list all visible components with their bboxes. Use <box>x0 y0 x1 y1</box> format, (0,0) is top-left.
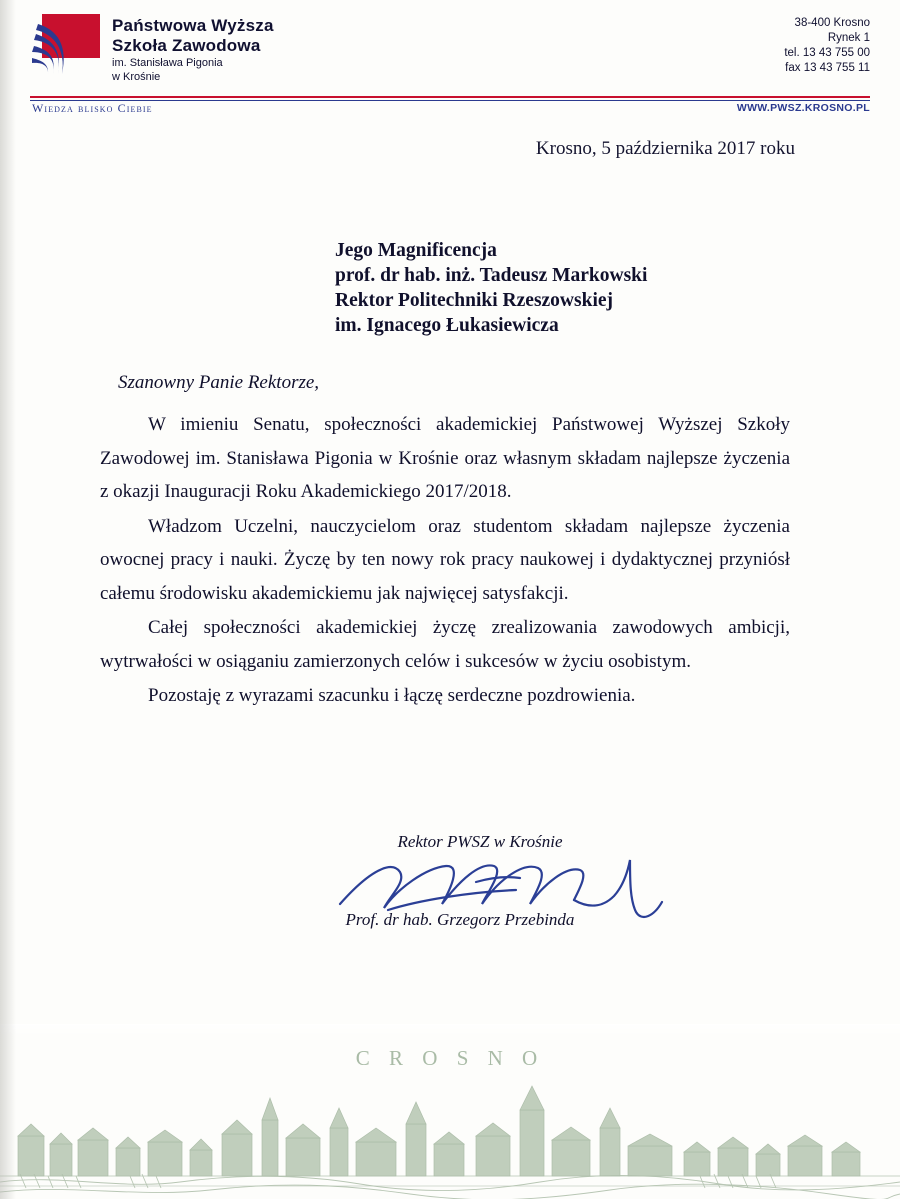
salutation: Szanowny Panie Rektorze, <box>118 372 320 393</box>
contact-postcode-city: 38-400 Krosno <box>794 17 870 29</box>
institution-city: w Krośnie <box>112 71 161 83</box>
letterhead <box>30 14 870 106</box>
institution-patron: im. Stanisława Pigonia <box>112 57 223 69</box>
letterhead-divider <box>30 96 870 114</box>
letter-paragraph-4: Pozostaję z wyrazami szacunku i łączę serdeczne pozdrowienia. <box>148 685 636 706</box>
contact-block <box>784 16 870 76</box>
addressee-block <box>335 238 647 338</box>
institution-logo <box>30 14 102 80</box>
contact-telephone: tel. 13 43 755 00 <box>784 47 870 59</box>
logo-swoosh-icon <box>32 20 76 78</box>
addressee-line-4: im. Ignacego Łukasiewicza <box>335 315 559 336</box>
letter-paragraph-2: Władzom Uczelni, nauczycielom oraz studentom składam najlepsze życzenia owocnej pracy i nauki. Życzę by ten nowy rok pracy naukowej i dydaktycznej przyniósł całemu środowisku akademickiemu jak najwięcej satysfakcji. <box>100 515 790 604</box>
scan-edge-shadow <box>0 0 16 1199</box>
contact-fax: fax 13 43 755 11 <box>785 62 870 74</box>
divider-red-line <box>30 96 870 98</box>
addressee-line-1: Jego Magnificencja <box>335 240 497 261</box>
footer-city-label: C R O S N O <box>355 1046 545 1070</box>
letter-paragraph-3: Całej społeczności akademickiej życzę zrealizowania zawodowych ambicji, wytrwałości w osiąganiu zamierzonych celów i sukcesów w życiu osobistym. <box>100 617 790 672</box>
divider-blue-line <box>30 100 870 101</box>
letter-body <box>100 408 790 714</box>
signature-title: Rektor PWSZ w Krośnie <box>397 832 563 851</box>
letter-paragraph-1: W imieniu Senatu, społeczności akademickiej Państwowej Wyższej Szkoły Zawodowej im. Stanisława Pigonia w Krośnie oraz własnym składam najlepsze życzenia z okazji Inauguracji Roku Akademickiego 2017/2018. <box>100 414 790 502</box>
addressee-line-3: Rektor Politechniki Rzeszowskiej <box>335 290 614 311</box>
institution-name-line-1: Państwowa Wyższa <box>112 16 274 35</box>
institution-motto: Wiedza blisko Ciebie <box>32 101 153 115</box>
institution-name-line-2: Szkoła Zawodowa <box>112 36 261 55</box>
contact-street: Rynek 1 <box>827 32 870 44</box>
institution-website: WWW.PWSZ.KROSNO.PL <box>736 102 870 114</box>
signature-name: Prof. dr hab. Grzegorz Przebinda <box>345 910 575 929</box>
institution-name <box>112 16 274 84</box>
place-and-date: Krosno, 5 października 2017 roku <box>535 138 795 159</box>
addressee-line-2: prof. dr hab. inż. Tadeusz Markowski <box>335 265 648 286</box>
